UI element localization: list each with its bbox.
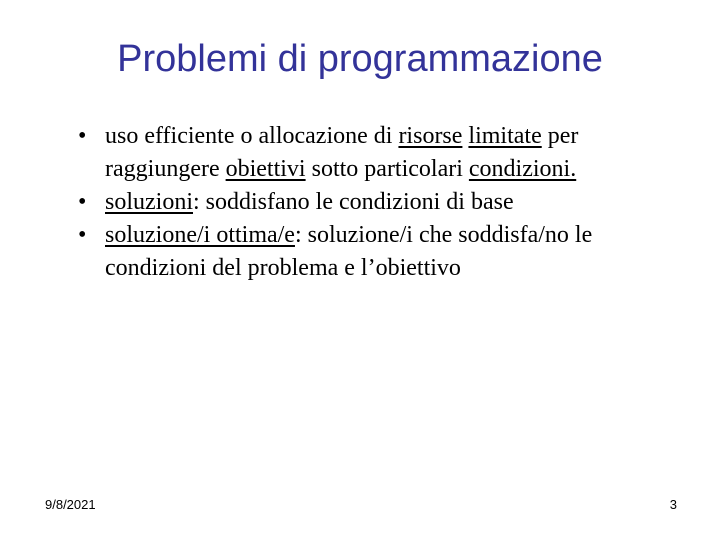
underlined-term: risorse <box>398 123 463 149</box>
underlined-term: soluzioni <box>105 189 193 215</box>
footer-page-number: 3 <box>669 497 677 512</box>
bullet-marker: • <box>78 123 87 149</box>
bullet-item <box>78 120 678 186</box>
bullet-marker: • <box>78 222 87 248</box>
bullet-item <box>78 186 678 219</box>
underlined-term: obiettivi <box>225 156 306 182</box>
bullet-list <box>78 120 678 285</box>
bullet-item <box>78 219 678 285</box>
underlined-term: limitate <box>468 123 542 149</box>
bullet-marker: • <box>78 189 87 215</box>
bullet-text-segment: uso efficiente o allocazione di <box>105 123 399 149</box>
underlined-term: soluzione/i ottima/e <box>105 222 295 248</box>
slide-title: Problemi di programmazione <box>117 38 603 80</box>
bullet-text-segment: per raggiungere <box>105 123 579 182</box>
footer-date: 9/8/2021 <box>45 497 96 512</box>
bullet-text-segment: : soluzione/i che soddisfa/no le condizioni del problema e l’obiettivo <box>105 222 593 281</box>
bullet-text-segment: : soddisfano le condizioni di base <box>193 189 514 215</box>
underlined-term: condizioni. <box>468 156 577 182</box>
bullet-text-segment: sotto particolari <box>305 156 469 182</box>
